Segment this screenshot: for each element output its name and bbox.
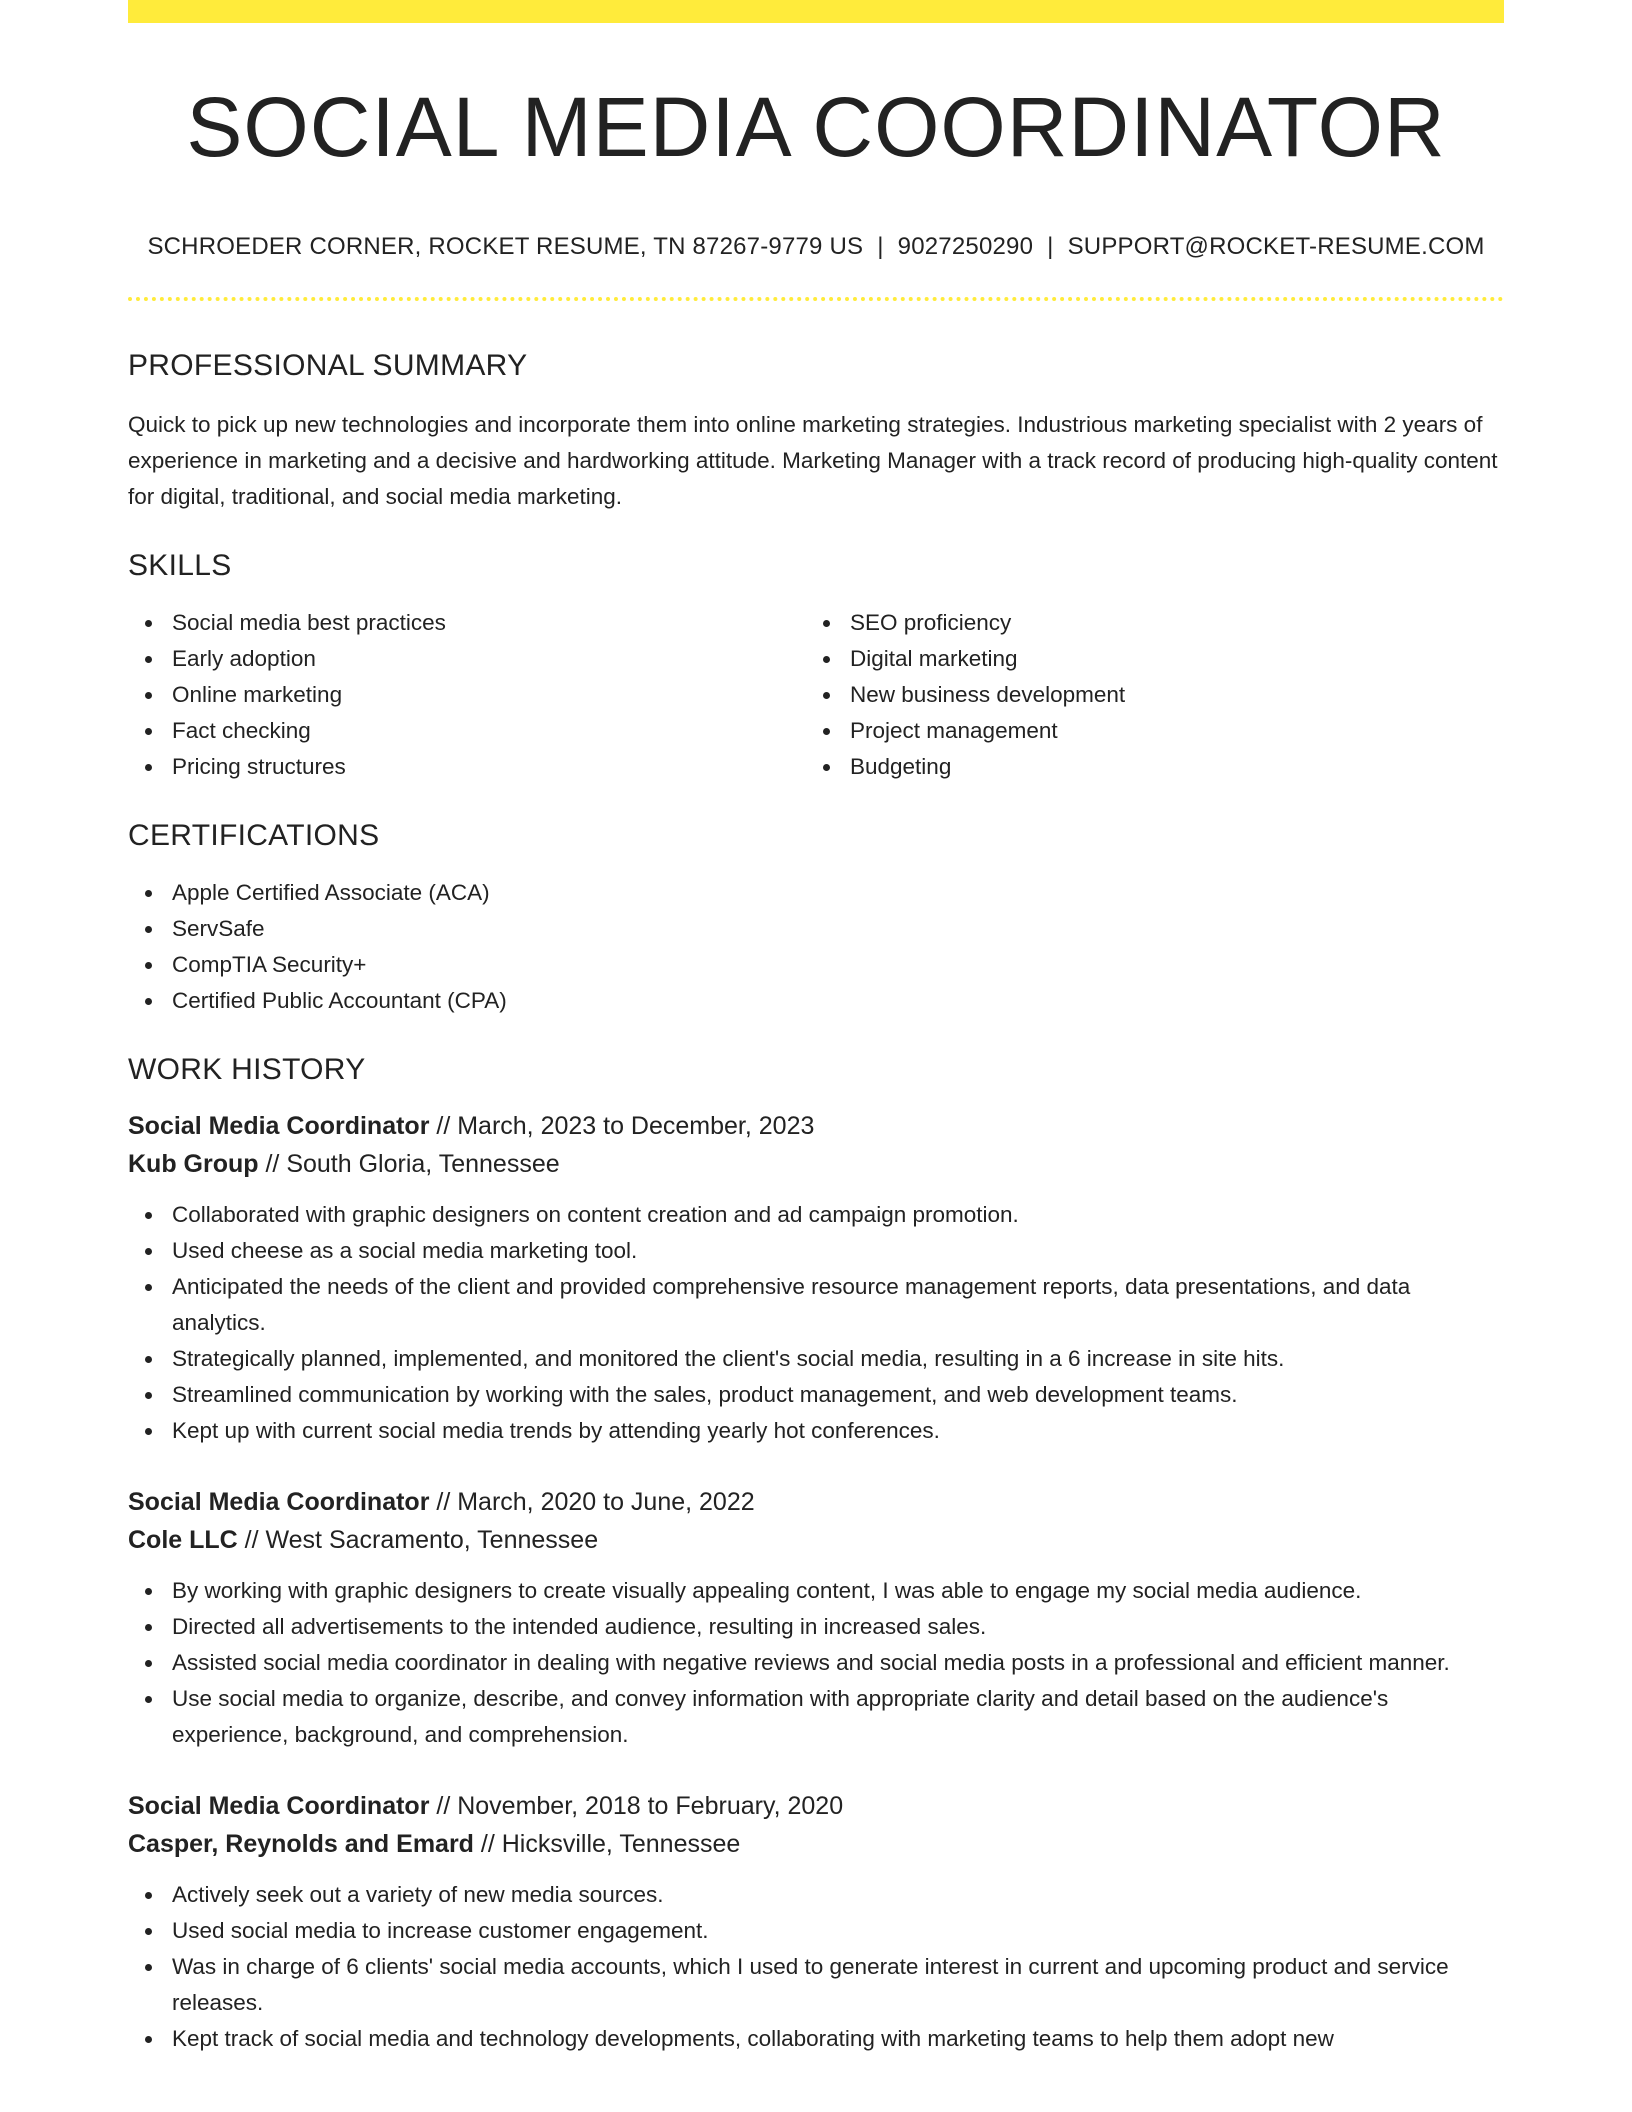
job-dates: // March, 2023 to December, 2023 [429, 1112, 815, 1141]
skill-item: Social media best practices [172, 605, 806, 641]
job-company-line [128, 1521, 1504, 1559]
skill-item: Fact checking [172, 713, 806, 749]
job-company: Cole LLC [128, 1526, 238, 1555]
job-bullet: Directed all advertisements to the intended audience, resulting in increased sales. [172, 1609, 1504, 1645]
job-bullet: Used social media to increase customer engagement. [172, 1913, 1504, 1949]
job-bullets [128, 1573, 1504, 1753]
certification-item: Apple Certified Associate (ACA) [172, 875, 1504, 911]
job-bullet: Was in charge of 6 clients' social media accounts, which I used to generate interest in current and upcoming product and service releases. [172, 1949, 1504, 2021]
contact-line [128, 233, 1504, 261]
contact-separator: | [1047, 233, 1054, 261]
job-entry [128, 1107, 1504, 1449]
skills-left-column [128, 605, 806, 785]
skill-item: Digital marketing [850, 641, 1484, 677]
skills-right-column [806, 605, 1484, 785]
job-role: Social Media Coordinator [128, 1792, 430, 1821]
job-bullet: Streamlined communication by working with the sales, product management, and web development teams. [172, 1377, 1504, 1413]
job-bullet: Actively seek out a variety of new media sources. [172, 1877, 1504, 1913]
work-history-heading: WORK HISTORY [128, 1053, 366, 1087]
skill-item: Online marketing [172, 677, 806, 713]
job-bullet: By working with graphic designers to create visually appealing content, I was able to engage my social media audience. [172, 1573, 1504, 1609]
certification-item: ServSafe [172, 911, 1504, 947]
job-bullet: Use social media to organize, describe, and convey information with appropriate clarity and detail based on the audience's experience, background, and comprehension. [172, 1681, 1504, 1753]
skill-item: Budgeting [850, 749, 1484, 785]
certifications-heading: CERTIFICATIONS [128, 819, 380, 853]
summary-heading: PROFESSIONAL SUMMARY [128, 349, 528, 383]
skills-grid [128, 605, 1504, 785]
job-location: // Hicksville, Tennessee [473, 1830, 741, 1859]
job-bullet: Assisted social media coordinator in dealing with negative reviews and social media posts in a professional and efficient manner. [172, 1645, 1504, 1681]
header-divider [128, 297, 1504, 301]
skill-item: Early adoption [172, 641, 806, 677]
job-bullet: Kept track of social media and technology developments, collaborating with marketing teams to help them adopt new [172, 2021, 1504, 2057]
job-company-line [128, 1825, 1504, 1863]
contact-address: SCHROEDER CORNER, ROCKET RESUME, TN 87267-9779 US [147, 233, 864, 261]
job-bullet: Anticipated the needs of the client and provided comprehensive resource management reports, data presentations, and data analytics. [172, 1269, 1504, 1341]
job-role-line [128, 1107, 1504, 1145]
skill-item: Pricing structures [172, 749, 806, 785]
job-dates: // November, 2018 to February, 2020 [429, 1792, 844, 1821]
job-entry [128, 1787, 1504, 2057]
job-location: // South Gloria, Tennessee [258, 1150, 560, 1179]
summary-text: Quick to pick up new technologies and incorporate them into online marketing strategies. Industrious marketing specialist with 2 years of experience in marketing and a decisive and hardworking attitude. Marketing Manager with a track record of producing high-quality content for digital, traditional, and social media marketing. [128, 412, 1498, 510]
skill-item: Project management [850, 713, 1484, 749]
resume-title: SOCIAL MEDIA COORDINATOR [186, 80, 1446, 174]
job-company: Casper, Reynolds and Emard [128, 1830, 474, 1859]
certification-item: CompTIA Security+ [172, 947, 1504, 983]
job-company: Kub Group [128, 1150, 259, 1179]
job-bullets [128, 1877, 1504, 2057]
contact-email: SUPPORT@ROCKET-RESUME.COM [1067, 233, 1485, 261]
contact-separator: | [877, 233, 884, 261]
job-role-line [128, 1787, 1504, 1825]
top-accent-bar [128, 0, 1504, 23]
certification-item: Certified Public Accountant (CPA) [172, 983, 1504, 1019]
job-dates: // March, 2020 to June, 2022 [429, 1488, 755, 1517]
certifications-list [128, 875, 1504, 1019]
skill-item: New business development [850, 677, 1484, 713]
job-bullet: Strategically planned, implemented, and monitored the client's social media, resulting in a 6 increase in site hits. [172, 1341, 1504, 1377]
resume-page [128, 0, 1504, 2057]
skill-item: SEO proficiency [850, 605, 1484, 641]
job-role: Social Media Coordinator [128, 1488, 430, 1517]
job-location: // West Sacramento, Tennessee [237, 1526, 599, 1555]
skills-heading: SKILLS [128, 549, 232, 583]
contact-phone: 9027250290 [897, 233, 1034, 261]
job-entry [128, 1483, 1504, 1753]
job-bullet: Used cheese as a social media marketing tool. [172, 1233, 1504, 1269]
job-bullet: Kept up with current social media trends by attending yearly hot conferences. [172, 1413, 1504, 1449]
job-role-line [128, 1483, 1504, 1521]
job-bullet: Collaborated with graphic designers on content creation and ad campaign promotion. [172, 1197, 1504, 1233]
job-bullets [128, 1197, 1504, 1449]
job-role: Social Media Coordinator [128, 1112, 430, 1141]
job-company-line [128, 1145, 1504, 1183]
